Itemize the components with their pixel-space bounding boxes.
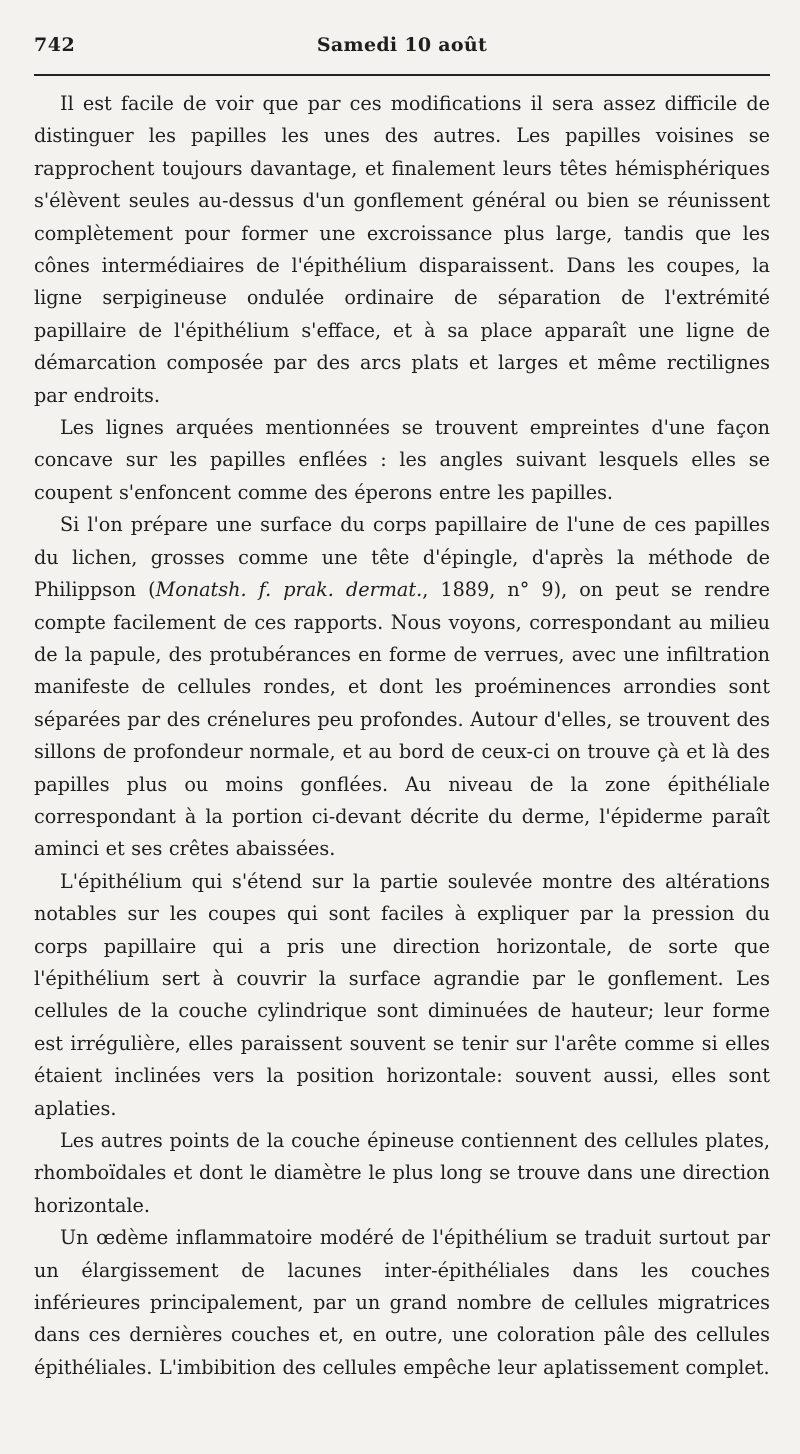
paragraph-2: Les lignes arquées mentionnées se trouvent empreintes d'une façon concave sur les papilles enflées : les angles suivant lesquels elles se coupent s'enfoncent comme des éperons entre les papilles. [34,416,770,504]
paragraph-4: L'épithélium qui s'étend sur la partie soulevée montre des altérations notables sur les coupes qui sont faciles à expliquer par la pression du corps papillaire qui a pris une direction horizontale, de sorte que l'épithélium sert à couvrir la surface agrandie par le gonflement. Les cellules de la couche cylindrique sont diminuées de hauteur; leur forme est irrégulière, elles paraissent souvent se tenir sur l'arête comme si elles étaient inclinées vers la position horizontale: souvent aussi, elles sont aplaties. [34,869,770,1120]
paragraph-1: Il est facile de voir que par ces modifications il sera assez difficile de distinguer les papilles les unes des autres. Les papilles voisines se rapprochent toujours davantage, et finalement leurs têtes hémisphériques s'élèvent seules au-dessus d'un gonflement général ou bien se réunissent complètement pour former une excroissance plus large, tandis que les cônes intermédiaires de l'épithélium disparaissent. Dans les coupes, la ligne serpigineuse ondulée ordinaire de séparation de l'extrémité papillaire de l'épithélium s'efface, et à sa place apparaît une ligne de démarcation composée par des arcs plats et larges et même rectilignes par endroits. [34,92,770,407]
paragraph-5: Les autres points de la couche épineuse contiennent des cellules plates, rhomboïdales et dont le diamètre le plus long se trouve dans une direction horizontale. [34,1129,770,1217]
journal-citation: Monatsh. f. prak. dermat. [155,578,423,602]
running-title: Samedi 10 août [316,34,488,56]
paragraph-6: Un œdème inflammatoire modéré de l'épithélium se traduit surtout par un élargissement de lacunes inter-épithéliales dans les couches inférieures principalement, par un grand nombre de cellules migratrices dans ces dernières couches et, en outre, une coloration pâle des cellules épithéliales. L'imbibition des cellules empêche leur aplatissement complet. [34,1226,770,1379]
paragraph-3-text-before: Si l'on prépare une surface du corps papillaire de l'une de ces papilles du lichen, grosses comme une tête d'épingle, d'après la méthode de Philippson ( [34,513,770,602]
header-rule [34,74,770,76]
paragraph-3 [34,509,770,865]
body-text [34,88,770,1384]
page-number: 742 [34,34,76,56]
paragraph-3-text-after: , 1889, n° 9), on peut se rendre compte facilement de ces rapports. Nous voyons, correspondant au milieu de la papule, des protubérances en forme de verrues, avec une infiltration manifeste de cellules rondes, et dont les proéminences arrondies sont séparées par des crénelures peu profondes. Autour d'elles, se trouvent des sillons de profondeur normale, et au bord de ceux-ci on trouve çà et là des papilles plus ou moins gonflées. Au niveau de la zone épithéliale correspondant à la portion ci-devant décrite du derme, l'épiderme paraît aminci et ses crêtes abaissées. [34,578,770,861]
page-header [34,28,770,88]
